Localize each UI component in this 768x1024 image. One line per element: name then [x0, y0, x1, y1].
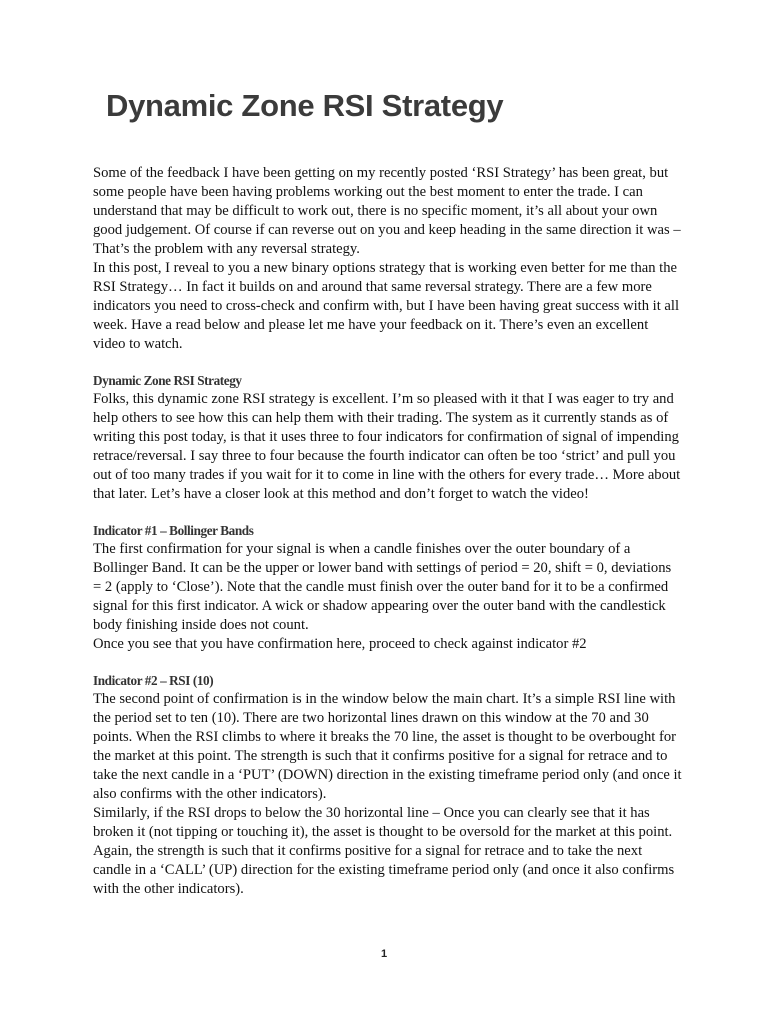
intro-paragraph-2: In this post, I reveal to you a new binary options strategy that is working even better for me than the RSI Strategy… In fact it builds on and around that same reversal strategy. There are a few more indicators you need to cross-check and confirm with, but I have been having great success with it all week. Have a read below and please let me have your feedback on it. There’s even an excellent video to watch. — [93, 260, 680, 352]
section2-paragraph-1: The first confirmation for your signal is when a candle finishes over the outer boundary of a Bollinger Band. It can be the upper or lower band with settings of period = 20, shift = 0, deviations = 2 (apply to ‘Close’). Note that the candle must finish over the outer band for it to be a confirmed signal for this first indicator. A wick or shadow appearing over the outer band with the candlestick body finishing inside does not count. — [93, 541, 672, 633]
section3-paragraph-2: Similarly, if the RSI drops to below the 30 horizontal line – Once you can clearly see that it has broken it (not tipping or touching it), the asset is thought to be oversold for the market at this point. Again, the strength is such that it confirms positive for a signal for retrace and to take the next candle in a ‘CALL’ (UP) direction for the existing timeframe period only (and once it also confirms with the other indicators). — [93, 805, 675, 897]
page-number: 1 — [380, 948, 388, 960]
intro-paragraph-1: Some of the feedback I have been getting on my recently posted ‘RSI Strategy’ has been great, but some people have been having problems working out the best moment to enter the trade. I can understand that may be difficult to work out, there is no specific moment, it’s all about your own good judgement. Of course if can reverse out on you and keep heading in the same direction it was – That’s the problem with any reversal strategy. — [93, 165, 681, 257]
spacer — [93, 504, 683, 521]
spacer — [93, 654, 683, 671]
document-body — [93, 164, 683, 899]
page-title: Dynamic Zone RSI Strategy — [106, 88, 504, 123]
section-heading-bollinger: Indicator #1 – Bollinger Bands — [93, 523, 254, 538]
section2-paragraph-2: Once you see that you have confirmation here, proceed to check against indicator #2 — [93, 636, 587, 652]
section-heading-rsi: Indicator #2 – RSI (10) — [93, 673, 214, 688]
section-heading-dynamic-zone: Dynamic Zone RSI Strategy — [93, 373, 242, 388]
section3-paragraph-1: The second point of confirmation is in the window below the main chart. It’s a simple RSI line with the period set to ten (10). There are two horizontal lines drawn on this window at the 70 and 30 points. When the RSI climbs to where it breaks the 70 line, the asset is thought to be overbought for the market at this point. The strength is such that it confirms positive for a signal for retrace and to take the next candle in a ‘PUT’ (DOWN) direction in the existing timeframe period only (and once it also confirms with the other indicators). — [93, 691, 682, 802]
spacer — [93, 354, 683, 371]
section1-paragraph-1: Folks, this dynamic zone RSI strategy is excellent. I’m so pleased with it that I was eager to try and help others to see how this can help them with their trading. The system as it currently stands as of writing this post today, is that it uses three to four indicators for confirmation of signal of impending retrace/reversal. I say three to four because the fourth indicator can often be too ‘strict’ and pull you out of too many trades if you wait for it to come in line with the others for every trade… More about that later. Let’s have a closer look at this method and don’t forget to watch the video! — [93, 391, 681, 502]
